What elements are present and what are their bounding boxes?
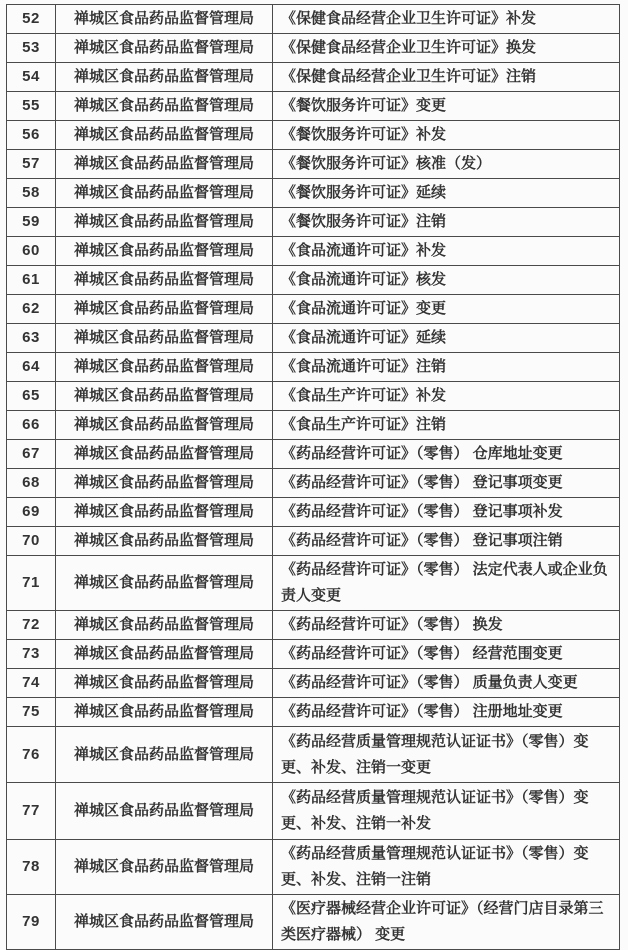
permit-item-cell: 《药品经营质量管理规范认证证书》（零售）变更、补发、注销一变更 bbox=[273, 727, 620, 783]
row-number-cell: 56 bbox=[7, 121, 56, 150]
row-number-cell: 78 bbox=[7, 840, 56, 895]
permit-item-cell: 《药品经营许可证》（零售） 注册地址变更 bbox=[273, 698, 620, 727]
table-row bbox=[7, 179, 620, 208]
table-row bbox=[7, 121, 620, 150]
agency-cell: 禅城区食品药品监督管理局 bbox=[56, 208, 273, 237]
agency-cell: 禅城区食品药品监督管理局 bbox=[56, 34, 273, 63]
agency-cell: 禅城区食品药品监督管理局 bbox=[56, 5, 273, 34]
permit-item-cell: 《食品流通许可证》核发 bbox=[273, 266, 620, 295]
table-row bbox=[7, 611, 620, 640]
permit-item-cell: 《医疗器械经营企业许可证》（经营门店目录第三类医疗器械） 变更 bbox=[273, 895, 620, 950]
agency-cell: 禅城区食品药品监督管理局 bbox=[56, 324, 273, 353]
permit-item-cell: 《食品生产许可证》注销 bbox=[273, 411, 620, 440]
agency-cell: 禅城区食品药品监督管理局 bbox=[56, 92, 273, 121]
table-row bbox=[7, 669, 620, 698]
permit-item-cell: 《药品经营质量管理规范认证证书》（零售）变更、补发、注销一注销 bbox=[273, 840, 620, 895]
permit-item-cell: 《餐饮服务许可证》补发 bbox=[273, 121, 620, 150]
permit-item-cell: 《药品经营许可证》（零售） 登记事项注销 bbox=[273, 527, 620, 556]
permit-item-cell: 《餐饮服务许可证》延续 bbox=[273, 179, 620, 208]
agency-cell: 禅城区食品药品监督管理局 bbox=[56, 727, 273, 783]
row-number-cell: 64 bbox=[7, 353, 56, 382]
row-number-cell: 70 bbox=[7, 527, 56, 556]
table-row bbox=[7, 150, 620, 179]
table-row bbox=[7, 727, 620, 783]
permit-item-cell: 《药品经营许可证》（零售） 换发 bbox=[273, 611, 620, 640]
permit-item-cell: 《食品生产许可证》补发 bbox=[273, 382, 620, 411]
row-number-cell: 54 bbox=[7, 63, 56, 92]
permit-item-cell: 《药品经营许可证》（零售） 经营范围变更 bbox=[273, 640, 620, 669]
table-row bbox=[7, 640, 620, 669]
permit-item-cell: 《食品流通许可证》补发 bbox=[273, 237, 620, 266]
table-row bbox=[7, 208, 620, 237]
permit-item-cell: 《食品流通许可证》延续 bbox=[273, 324, 620, 353]
row-number-cell: 63 bbox=[7, 324, 56, 353]
permit-item-cell: 《保健食品经营企业卫生许可证》注销 bbox=[273, 63, 620, 92]
agency-cell: 禅城区食品药品监督管理局 bbox=[56, 237, 273, 266]
table-row bbox=[7, 698, 620, 727]
row-number-cell: 52 bbox=[7, 5, 56, 34]
row-number-cell: 58 bbox=[7, 179, 56, 208]
agency-cell: 禅城区食品药品监督管理局 bbox=[56, 611, 273, 640]
table-row bbox=[7, 840, 620, 895]
permit-item-cell: 《药品经营许可证》（零售） 法定代表人或企业负责人变更 bbox=[273, 556, 620, 611]
permits-table-body bbox=[7, 5, 620, 950]
table-row bbox=[7, 783, 620, 840]
agency-cell: 禅城区食品药品监督管理局 bbox=[56, 783, 273, 840]
row-number-cell: 79 bbox=[7, 895, 56, 950]
permit-item-cell: 《药品经营质量管理规范认证证书》（零售）变更、补发、注销一补发 bbox=[273, 783, 620, 840]
agency-cell: 禅城区食品药品监督管理局 bbox=[56, 640, 273, 669]
row-number-cell: 62 bbox=[7, 295, 56, 324]
permit-item-cell: 《食品流通许可证》变更 bbox=[273, 295, 620, 324]
table-row bbox=[7, 324, 620, 353]
table-row bbox=[7, 895, 620, 950]
row-number-cell: 74 bbox=[7, 669, 56, 698]
table-row bbox=[7, 295, 620, 324]
row-number-cell: 61 bbox=[7, 266, 56, 295]
table-row bbox=[7, 411, 620, 440]
table-row bbox=[7, 469, 620, 498]
agency-cell: 禅城区食品药品监督管理局 bbox=[56, 556, 273, 611]
row-number-cell: 66 bbox=[7, 411, 56, 440]
agency-cell: 禅城区食品药品监督管理局 bbox=[56, 411, 273, 440]
row-number-cell: 55 bbox=[7, 92, 56, 121]
row-number-cell: 53 bbox=[7, 34, 56, 63]
table-row bbox=[7, 92, 620, 121]
permit-item-cell: 《药品经营许可证》（零售） 质量负责人变更 bbox=[273, 669, 620, 698]
table-row bbox=[7, 382, 620, 411]
agency-cell: 禅城区食品药品监督管理局 bbox=[56, 295, 273, 324]
permit-item-cell: 《药品经营许可证》（零售） 登记事项变更 bbox=[273, 469, 620, 498]
row-number-cell: 72 bbox=[7, 611, 56, 640]
row-number-cell: 77 bbox=[7, 783, 56, 840]
permit-item-cell: 《餐饮服务许可证》变更 bbox=[273, 92, 620, 121]
permit-item-cell: 《保健食品经营企业卫生许可证》换发 bbox=[273, 34, 620, 63]
table-row bbox=[7, 527, 620, 556]
row-number-cell: 71 bbox=[7, 556, 56, 611]
agency-cell: 禅城区食品药品监督管理局 bbox=[56, 63, 273, 92]
agency-cell: 禅城区食品药品监督管理局 bbox=[56, 895, 273, 950]
row-number-cell: 67 bbox=[7, 440, 56, 469]
permit-item-cell: 《药品经营许可证》（零售） 仓库地址变更 bbox=[273, 440, 620, 469]
row-number-cell: 65 bbox=[7, 382, 56, 411]
permit-item-cell: 《餐饮服务许可证》核准（发） bbox=[273, 150, 620, 179]
row-number-cell: 69 bbox=[7, 498, 56, 527]
row-number-cell: 60 bbox=[7, 237, 56, 266]
agency-cell: 禅城区食品药品监督管理局 bbox=[56, 527, 273, 556]
permit-item-cell: 《餐饮服务许可证》注销 bbox=[273, 208, 620, 237]
permit-item-cell: 《食品流通许可证》注销 bbox=[273, 353, 620, 382]
agency-cell: 禅城区食品药品监督管理局 bbox=[56, 382, 273, 411]
table-row bbox=[7, 498, 620, 527]
row-number-cell: 73 bbox=[7, 640, 56, 669]
row-number-cell: 57 bbox=[7, 150, 56, 179]
permits-table bbox=[6, 4, 620, 950]
table-row bbox=[7, 237, 620, 266]
row-number-cell: 76 bbox=[7, 727, 56, 783]
table-row bbox=[7, 556, 620, 611]
agency-cell: 禅城区食品药品监督管理局 bbox=[56, 498, 273, 527]
row-number-cell: 68 bbox=[7, 469, 56, 498]
agency-cell: 禅城区食品药品监督管理局 bbox=[56, 440, 273, 469]
table-row bbox=[7, 34, 620, 63]
table-row bbox=[7, 266, 620, 295]
table-row bbox=[7, 353, 620, 382]
permit-item-cell: 《保健食品经营企业卫生许可证》补发 bbox=[273, 5, 620, 34]
agency-cell: 禅城区食品药品监督管理局 bbox=[56, 179, 273, 208]
agency-cell: 禅城区食品药品监督管理局 bbox=[56, 150, 273, 179]
agency-cell: 禅城区食品药品监督管理局 bbox=[56, 353, 273, 382]
agency-cell: 禅城区食品药品监督管理局 bbox=[56, 266, 273, 295]
agency-cell: 禅城区食品药品监督管理局 bbox=[56, 121, 273, 150]
table-row bbox=[7, 440, 620, 469]
agency-cell: 禅城区食品药品监督管理局 bbox=[56, 840, 273, 895]
table-row bbox=[7, 5, 620, 34]
row-number-cell: 59 bbox=[7, 208, 56, 237]
agency-cell: 禅城区食品药品监督管理局 bbox=[56, 698, 273, 727]
permit-item-cell: 《药品经营许可证》（零售） 登记事项补发 bbox=[273, 498, 620, 527]
agency-cell: 禅城区食品药品监督管理局 bbox=[56, 469, 273, 498]
table-row bbox=[7, 63, 620, 92]
row-number-cell: 75 bbox=[7, 698, 56, 727]
agency-cell: 禅城区食品药品监督管理局 bbox=[56, 669, 273, 698]
